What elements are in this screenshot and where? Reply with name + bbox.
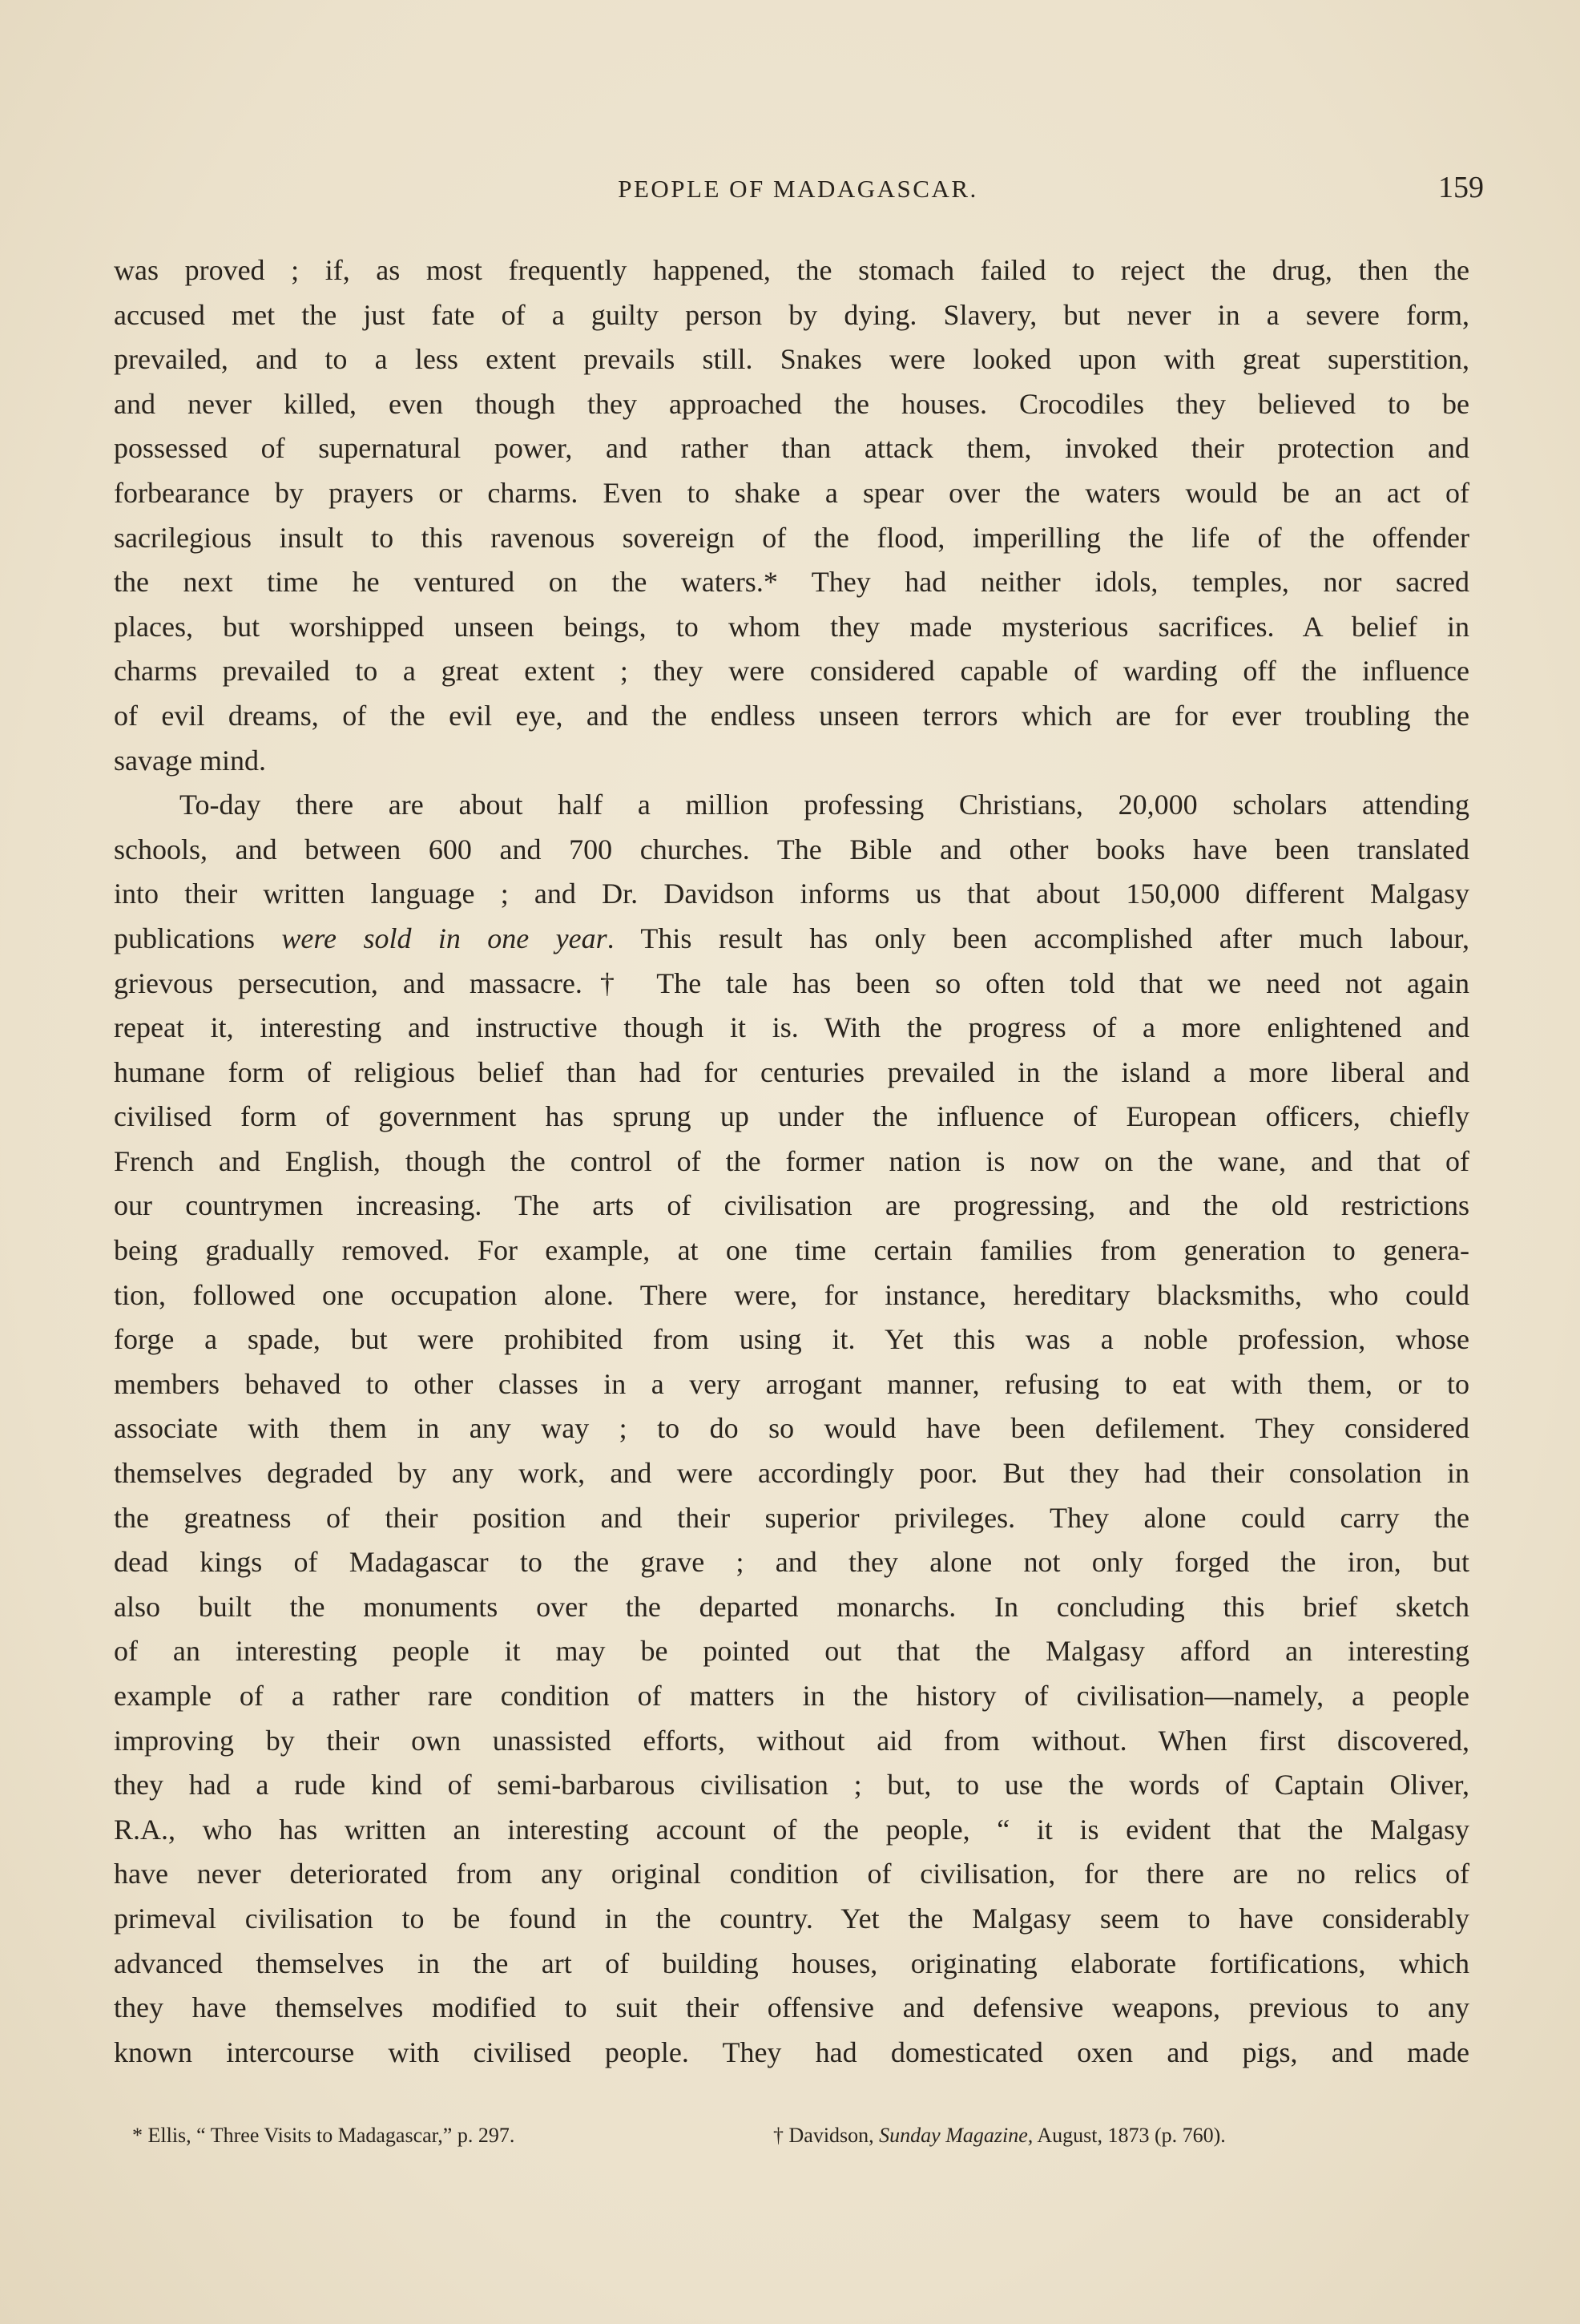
text-line: civilised form of government has sprung up under the influence of European officers, chiefly (114, 1100, 1469, 1133)
text-line: associate with them in any way ; to do so would have been defilement. They considered (114, 1412, 1469, 1445)
text-line: dead kings of Madagascar to the grave ; and they alone not only forged the iron, but (114, 1546, 1469, 1579)
text-line: humane form of religious belief than had for centuries prevailed in the island a more liberal and (114, 1055, 1469, 1088)
text-line: example of a rather rare condition of matters in the history of civilisation—namely, a people (114, 1680, 1469, 1712)
text-line: prevailed, and to a less extent prevails still. Snakes were looked upon with great superstition, (114, 343, 1469, 376)
text-line: and never killed, even though they approached the houses. Crocodiles they believed to be (114, 387, 1469, 420)
text-line: was proved ; if, as most frequently happened, the stomach failed to reject the drug, then the (114, 254, 1469, 286)
text-line: places, but worshipped unseen beings, to whom they made mysterious sacrifices. A belief in (114, 610, 1469, 643)
text-line: the next time he ventured on the waters.* They had neither idols, temples, nor sacred (114, 566, 1469, 599)
text-line: have never deteriorated from any original condition of civilisation, for there are no relics of (114, 1858, 1469, 1890)
text-line: known intercourse with civilised people. They had domesticated oxen and pigs, and made (114, 2036, 1469, 2068)
text-line: forbearance by prayers or charms. Even to shake a spear over the waters would be an act of (114, 476, 1469, 509)
text-line: repeat it, interesting and instructive though it is. With the progress of a more enlightened and (114, 1011, 1469, 1044)
text-line: tion, followed one occupation alone. There were, for instance, hereditary blacksmiths, who could (114, 1278, 1469, 1311)
footnotes (132, 2124, 1414, 2164)
running-head (112, 170, 1484, 210)
text-line: our countrymen increasing. The arts of civilisation are progressing, and the old restrictions (114, 1189, 1469, 1222)
text-line: possessed of supernatural power, and rather than attack them, invoked their protection and (114, 432, 1469, 465)
text-line: members behaved to other classes in a very arrogant manner, refusing to eat with them, or to (114, 1367, 1469, 1400)
paragraph-2 (114, 783, 1469, 2075)
text-line: French and English, though the control of the former nation is now on the wane, and that of (114, 1144, 1469, 1177)
body-text (114, 248, 1469, 2075)
text-line: forge a spade, but were prohibited from using it. Yet this was a noble profession, whose (114, 1323, 1469, 1356)
text-line: the greatness of their position and their superior privileges. They alone could carry the (114, 1501, 1469, 1534)
text-line: sacrilegious insult to this ravenous sovereign of the flood, imperilling the life of the offender (114, 521, 1469, 554)
text-line: primeval civilisation to be found in the country. Yet the Malgasy seem to have considerably (114, 1902, 1469, 1935)
footnote-davidson: † Davidson, Sunday Magazine, August, 1873 (p. 760). (773, 2124, 1226, 2147)
text-line: into their written language ; and Dr. Davidson informs us that about 150,000 different Malgasy (114, 878, 1469, 910)
running-title: PEOPLE OF MADAGASCAR. (618, 175, 978, 203)
footnote-ellis: * Ellis, “ Three Visits to Madagascar,” p. 297. (132, 2124, 515, 2147)
text-line: schools, and between 600 and 700 churches. The Bible and other books have been translated (114, 833, 1469, 865)
text-line: they had a rude kind of semi-barbarous civilisation ; but, to use the words of Captain Oliver, (114, 1769, 1469, 1802)
text-line: improving by their own unassisted efforts, without aid from without. When first discovered, (114, 1724, 1469, 1757)
text-line: grievous persecution, and massacre.† The tale has been so often told that we need not again (114, 966, 1469, 999)
text-line: they have themselves modified to suit their offensive and defensive weapons, previous to any (114, 1991, 1469, 2024)
text-line: of an interesting people it may be pointed out that the Malgasy afford an interesting (114, 1635, 1469, 1668)
text-line: charms prevailed to a great extent ; they were considered capable of warding off the influence (114, 655, 1469, 688)
text-line: themselves degraded by any work, and were accordingly poor. But they had their consolation in (114, 1457, 1469, 1490)
text-line: of evil dreams, of the evil eye, and the endless unseen terrors which are for ever troubling the (114, 699, 1469, 732)
page-number: 159 (1438, 171, 1484, 204)
text-line: To-day there are about half a million professing Christians, 20,000 scholars attending (179, 789, 1469, 821)
paragraph-1 (114, 248, 1469, 783)
text-line: advanced themselves in the art of building houses, originating elaborate fortifications, which (114, 1947, 1469, 1979)
text-line: R.A., who has written an interesting account of the people, “ it is evident that the Malgasy (114, 1813, 1469, 1846)
text-line: accused met the just fate of a guilty person by dying. Slavery, but never in a severe form, (114, 298, 1469, 331)
text-line: savage mind. (114, 744, 266, 777)
text-line: also built the monuments over the departed monarchs. In concluding this brief sketch (114, 1590, 1469, 1623)
text-line: publications were sold in one year. This result has only been accomplished after much labour, (114, 922, 1469, 954)
text-line: being gradually removed. For example, at one time certain families from generation to genera- (114, 1234, 1469, 1267)
